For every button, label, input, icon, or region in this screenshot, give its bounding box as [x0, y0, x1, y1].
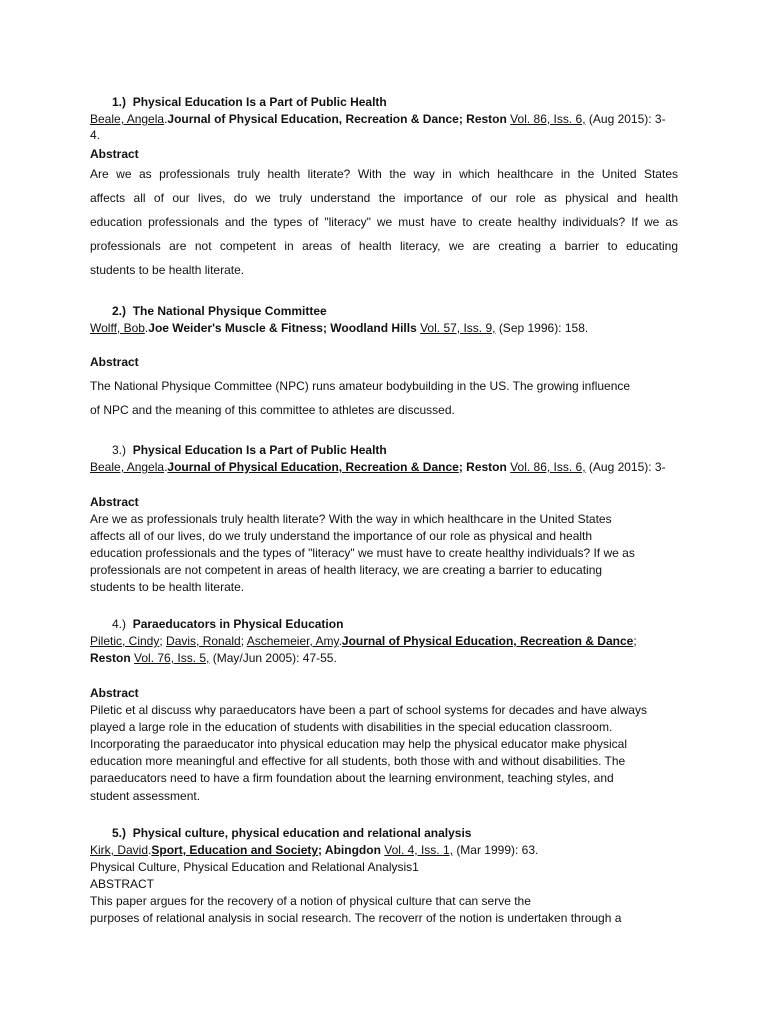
- entry-5-title: Physical culture, physical education and relational analysis: [132, 826, 472, 840]
- entry-1-citation: Beale, Angela.Journal of Physical Education, Recreation & Dance; Reston Vol. 86, Iss. 6, (Aug 2015): 3-: [90, 112, 666, 126]
- entry-2-date-pages: (Sep 1996): 158.: [498, 321, 589, 335]
- entry-5-subtitle: Physical Culture, Physical Education and Relational Analysis1: [90, 860, 419, 874]
- entry-3-abstract-label: Abstract: [90, 495, 139, 509]
- entry-2-journal: Joe Weider's Muscle & Fitness: [148, 321, 323, 335]
- entry-1-abstract-line: professionals are not competent in areas of health literacy, we are creating a barrier to educating: [90, 239, 678, 253]
- entry-4-abstract-line: played a large role in the education of students with disabilities in the special education classroom.: [90, 720, 613, 734]
- entry-1-abstract-line: affects all of our lives, do we truly understand the importance of our role as physical and health: [90, 191, 678, 205]
- entry-4-abstract-line: paraeducators need to have a firm foundation about the learning environment, teaching styles, and: [90, 771, 614, 785]
- entry-3-author-link[interactable]: Beale, Angela: [90, 460, 165, 474]
- entry-5-date-pages: (Mar 1999): 63.: [456, 843, 539, 857]
- entry-1-date-pages: (Aug 2015): 3-: [588, 112, 666, 126]
- entry-3-abstract-line: students to be health literate.: [90, 580, 245, 594]
- entry-4-place: Reston: [90, 651, 131, 665]
- entry-2-number: 2.): [112, 304, 127, 318]
- entry-2-heading: [112, 303, 327, 319]
- entry-3-number: 3.): [112, 443, 127, 457]
- entry-4-citation-cont: [90, 650, 337, 666]
- entry-4-abstract-line: Piletic et al discuss why paraeducators have been a part of school systems for decades and have always: [90, 703, 647, 717]
- entry-1-title: Physical Education Is a Part of Public Health: [132, 95, 387, 109]
- entry-3-abstract-line: Are we as professionals truly health literate? With the way in which healthcare in the United States: [90, 512, 612, 526]
- entry-1-journal: Journal of Physical Education, Recreation & Dance: [167, 112, 459, 126]
- entry-2-title: The National Physique Committee: [132, 304, 327, 318]
- entry-5-journal-link[interactable]: Sport, Education and Society: [151, 843, 319, 857]
- entry-3-heading: [112, 442, 387, 458]
- entry-5-volume-link[interactable]: Vol. 4, Iss. 1,: [384, 843, 453, 857]
- entry-2-citation: Wolff, Bob.Joe Weider's Muscle & Fitness; Woodland Hills Vol. 57, Iss. 9, (Sep 1996): 158.: [90, 321, 589, 335]
- entry-5-author-link[interactable]: Kirk, David: [90, 843, 149, 857]
- entry-3-citation: Beale, Angela.Journal of Physical Education, Recreation & Dance; Reston Vol. 86, Iss. 6, (Aug 2015): 3-: [90, 460, 666, 474]
- entry-4-number: 4.): [112, 617, 127, 631]
- entry-2-place: ; Woodland Hills: [322, 321, 417, 335]
- entry-4-journal-link[interactable]: Journal of Physical Education, Recreation & Dance: [341, 634, 634, 648]
- entry-1-citation-wrap: 4.: [90, 128, 101, 142]
- entry-4-abstract-label: Abstract: [90, 686, 139, 700]
- entry-3-journal-link[interactable]: Journal of Physical Education, Recreation & Dance: [167, 460, 459, 474]
- entry-2-author-link[interactable]: Wolff, Bob: [90, 321, 145, 335]
- entry-4-author-link[interactable]: Davis, Ronald: [166, 634, 241, 648]
- entry-3-abstract-line: professionals are not competent in areas of health literacy, we are creating a barrier to educating: [90, 563, 603, 577]
- entry-1-abstract-line: Are we as professionals truly health literate? With the way in which healthcare in the United States: [90, 167, 678, 181]
- entry-2-abstract-line: of NPC and the meaning of this committee to athletes are discussed.: [90, 403, 455, 417]
- entry-1-abstract-label: Abstract: [90, 147, 139, 161]
- entry-4-volume-link[interactable]: Vol. 76, Iss. 5,: [134, 651, 210, 665]
- entry-1-place: ; Reston: [458, 112, 507, 126]
- entry-1-number: 1.): [112, 95, 127, 109]
- entry-5-abstract-label: ABSTRACT: [90, 877, 155, 891]
- entry-5-heading: [112, 825, 471, 841]
- entry-4-author-link[interactable]: Piletic, Cindy: [90, 634, 160, 648]
- entry-5-abstract-line: purposes of relational analysis in social research. The recoverr of the notion is undertaken through a: [90, 911, 622, 925]
- entry-5-number: 5.): [112, 826, 127, 840]
- entry-2-volume-link[interactable]: Vol. 57, Iss. 9,: [420, 321, 496, 335]
- entry-1-abstract-line: education professionals and the types of "literacy" we must have to create healthy individuals? If we as: [90, 215, 678, 229]
- entry-4-abstract-line: student assessment.: [90, 789, 201, 803]
- entry-5-citation: Kirk, David.Sport, Education and Society; Abingdon Vol. 4, Iss. 1, (Mar 1999): 63.: [90, 843, 539, 857]
- entry-3-volume-link[interactable]: Vol. 86, Iss. 6,: [510, 460, 586, 474]
- entry-3-place: ; Reston: [458, 460, 507, 474]
- entry-4-citation: Piletic, Cindy; Davis, Ronald; Aschemeier, Amy.Journal of Physical Education, Recreation & Dance;: [90, 634, 637, 648]
- entry-1-heading: [112, 94, 387, 110]
- entry-2-abstract-line: The National Physique Committee (NPC) runs amateur bodybuilding in the US. The growing influence: [90, 379, 631, 393]
- entry-4-title: Paraeducators in Physical Education: [132, 617, 344, 631]
- entry-4-date-pages: (May/Jun 2005): 47-55.: [212, 651, 337, 665]
- entry-1-abstract-line: students to be health literate.: [90, 263, 245, 277]
- entry-1-volume-link[interactable]: Vol. 86, Iss. 6,: [510, 112, 586, 126]
- entry-1-author-link[interactable]: Beale, Angela: [90, 112, 165, 126]
- entry-5-place: ; Abingdon: [318, 843, 381, 857]
- entry-5-abstract-line: This paper argues for the recovery of a notion of physical culture that can serve the: [90, 894, 531, 908]
- entry-4-author-link[interactable]: Aschemeier, Amy: [246, 634, 339, 648]
- entry-4-abstract-line: Incorporating the paraeducator into physical education may help the physical educator make physical: [90, 737, 627, 751]
- entry-3-abstract-line: affects all of our lives, do we truly understand the importance of our role as physical and health: [90, 529, 593, 543]
- entry-3-abstract-line: education professionals and the types of "literacy" we must have to create healthy individuals? If we as: [90, 546, 635, 560]
- entry-4-heading: [112, 616, 343, 632]
- entry-2-abstract-label: Abstract: [90, 355, 139, 369]
- entry-3-title: Physical Education Is a Part of Public Health: [132, 443, 387, 457]
- entry-3-date-pages: (Aug 2015): 3-: [588, 460, 666, 474]
- entry-4-abstract-line: education more meaningful and effective for all students, both those with and without disabilities. The: [90, 754, 626, 768]
